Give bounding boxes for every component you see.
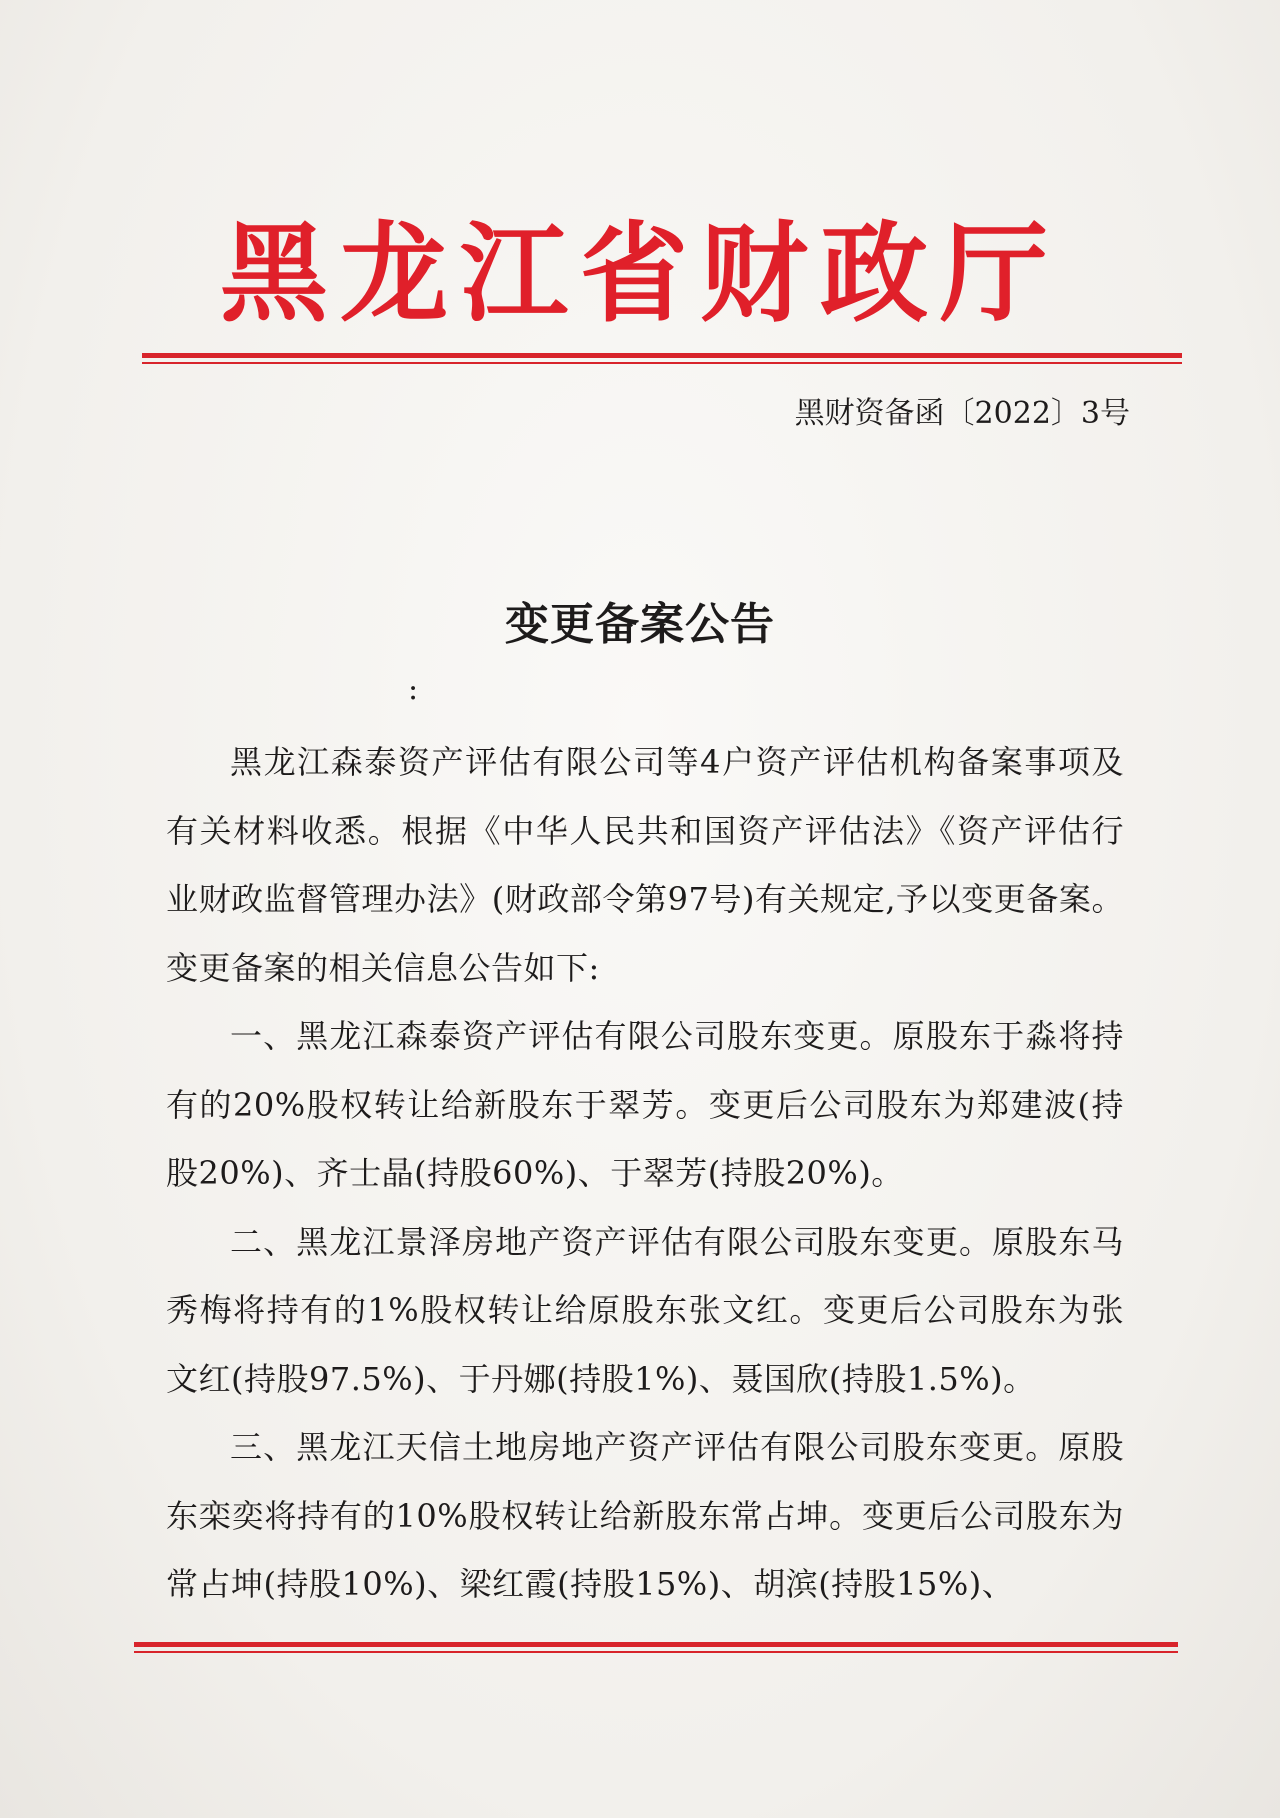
paragraph-item-1: 一、黑龙江森泰资产评估有限公司股东变更。原股东于淼将持有的20%股权转让给新股东于翠芳。变更后公司股东为郑建波(持股20%)、齐士晶(持股60%)、于翠芳(持股20%)。 [166,1017,1124,1192]
document-number: 黑财资备函〔2022〕3号 [794,396,1130,431]
page-title: 变更备案公告 [505,599,775,650]
salutation: : [408,672,419,707]
paragraph-item-2: 二、黑龙江景泽房地产资产评估有限公司股东变更。原股东马秀梅将持有的1%股权转让给原股东张文红。变更后公司股东为张文红(持股97.5%)、于丹娜(持股1%)、聂国欣(持股1.5%)。 [166,1222,1124,1398]
issuer-masthead: 黑龙江省财政厅 [219,212,1060,337]
paragraph-intro: 黑龙江森泰资产评估有限公司等4户资产评估机构备案事项及有关材料收悉。根据《中华人民共和国资产评估法》《资产评估行业财政监督管理办法》(财政部令第97号)有关规定,予以变更备案。变更备案的相关信息公告如下: [166,743,1124,987]
paragraph-item-3: 三、黑龙江天信土地房地产资产评估有限公司股东变更。原股东栾奕将持有的10%股权转让给新股东常占坤。变更后公司股东为常占坤(持股10%)、梁红霞(持股15%)、胡滨(持股15%)、 [166,1428,1124,1603]
footer-divider [134,1642,1178,1647]
header-divider [142,353,1182,358]
document-body [166,728,1124,1619]
